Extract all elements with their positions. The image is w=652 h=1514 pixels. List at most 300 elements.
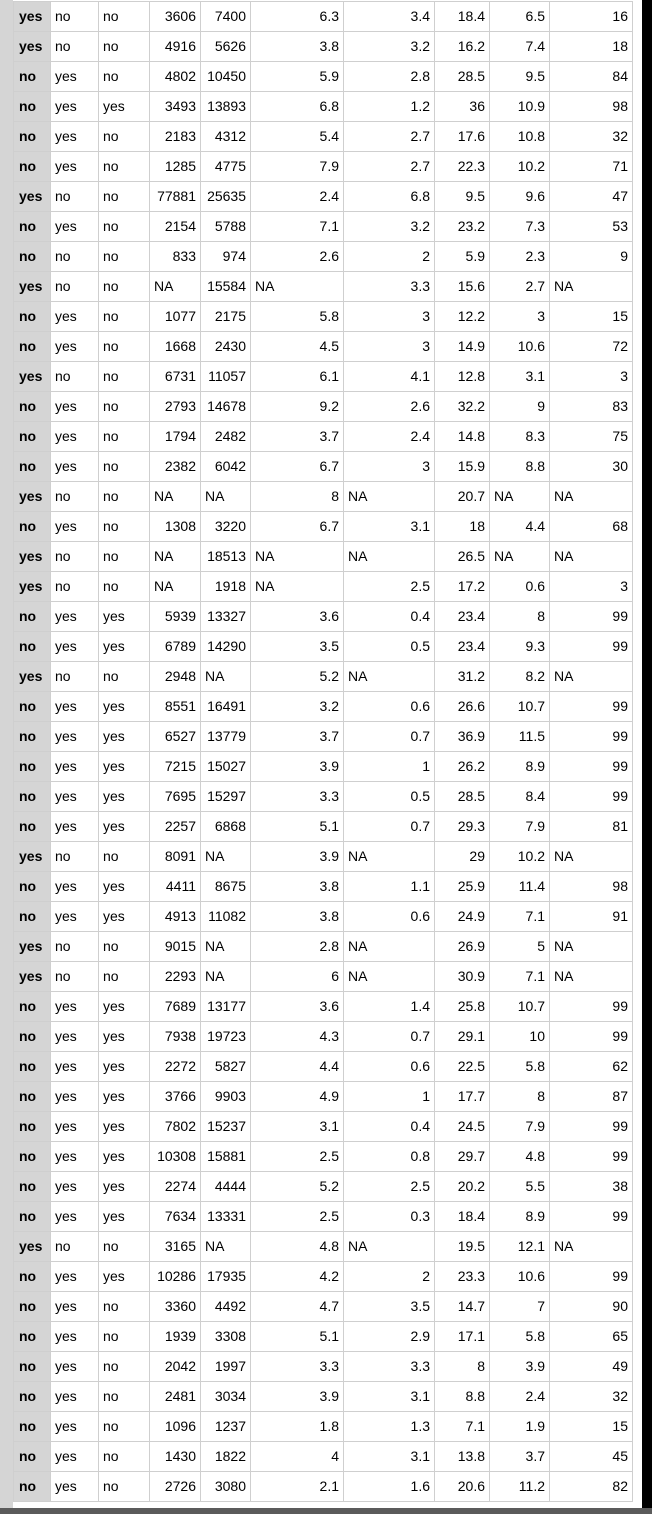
table-cell[interactable]: no xyxy=(99,1322,150,1352)
table-cell[interactable]: 974 xyxy=(201,242,251,272)
status-cell[interactable]: no xyxy=(14,692,51,722)
table-cell[interactable]: 99 xyxy=(550,1142,633,1172)
table-cell[interactable]: 90 xyxy=(550,1292,633,1322)
status-cell[interactable]: no xyxy=(14,1412,51,1442)
table-cell[interactable]: 0.5 xyxy=(344,632,435,662)
table-cell[interactable]: 7.1 xyxy=(435,1412,490,1442)
table-cell[interactable]: 3 xyxy=(490,302,550,332)
table-cell[interactable]: no xyxy=(51,32,99,62)
table-cell[interactable]: yes xyxy=(51,1382,99,1412)
table-cell[interactable]: 65 xyxy=(550,1322,633,1352)
table-cell[interactable]: 3.2 xyxy=(344,212,435,242)
table-cell[interactable]: no xyxy=(51,932,99,962)
table-cell[interactable]: NA xyxy=(490,482,550,512)
table-cell[interactable]: yes xyxy=(51,1412,99,1442)
table-cell[interactable]: 3.3 xyxy=(251,1352,344,1382)
table-cell[interactable]: 3 xyxy=(344,452,435,482)
table-cell[interactable]: 8.9 xyxy=(490,1202,550,1232)
table-cell[interactable]: no xyxy=(51,242,99,272)
table-cell[interactable]: 1.1 xyxy=(344,872,435,902)
table-cell[interactable]: no xyxy=(51,962,99,992)
table-cell[interactable]: 62 xyxy=(550,1052,633,1082)
table-cell[interactable]: 82 xyxy=(550,1472,633,1502)
table-cell[interactable]: 6.5 xyxy=(490,2,550,32)
table-cell[interactable]: 4913 xyxy=(150,902,201,932)
table-cell[interactable]: yes xyxy=(51,122,99,152)
table-cell[interactable]: 30 xyxy=(550,452,633,482)
table-cell[interactable]: 7802 xyxy=(150,1112,201,1142)
table-cell[interactable]: 2.4 xyxy=(490,1382,550,1412)
table-cell[interactable]: no xyxy=(99,452,150,482)
status-cell[interactable]: no xyxy=(14,1022,51,1052)
table-cell[interactable]: yes xyxy=(51,512,99,542)
table-cell[interactable]: yes xyxy=(99,1052,150,1082)
table-cell[interactable]: 7.4 xyxy=(490,32,550,62)
table-cell[interactable]: 14.7 xyxy=(435,1292,490,1322)
table-cell[interactable]: 2.8 xyxy=(251,932,344,962)
table-cell[interactable]: 3.8 xyxy=(251,872,344,902)
table-cell[interactable]: 2482 xyxy=(201,422,251,452)
table-cell[interactable]: 0.4 xyxy=(344,602,435,632)
table-cell[interactable]: 0.6 xyxy=(344,902,435,932)
table-cell[interactable]: no xyxy=(99,422,150,452)
table-cell[interactable]: 8091 xyxy=(150,842,201,872)
table-cell[interactable]: 10.2 xyxy=(490,152,550,182)
table-cell[interactable]: 20.7 xyxy=(435,482,490,512)
table-cell[interactable]: 6.1 xyxy=(251,362,344,392)
table-cell[interactable]: 3.5 xyxy=(251,632,344,662)
table-cell[interactable]: 13.8 xyxy=(435,1442,490,1472)
table-cell[interactable]: NA xyxy=(550,662,633,692)
table-cell[interactable]: 17.1 xyxy=(435,1322,490,1352)
table-cell[interactable]: no xyxy=(51,272,99,302)
table-cell[interactable]: yes xyxy=(51,1352,99,1382)
table-cell[interactable]: 12.1 xyxy=(490,1232,550,1262)
table-cell[interactable]: 3308 xyxy=(201,1322,251,1352)
table-cell[interactable]: no xyxy=(99,122,150,152)
table-cell[interactable]: no xyxy=(51,362,99,392)
table-cell[interactable]: 17.7 xyxy=(435,1082,490,1112)
table-cell[interactable]: 47 xyxy=(550,182,633,212)
table-cell[interactable]: 15027 xyxy=(201,752,251,782)
table-cell[interactable]: NA xyxy=(344,542,435,572)
table-cell[interactable]: 5.1 xyxy=(251,1322,344,1352)
table-cell[interactable]: 3.8 xyxy=(251,32,344,62)
status-cell[interactable]: no xyxy=(14,1052,51,1082)
table-cell[interactable]: 10308 xyxy=(150,1142,201,1172)
table-cell[interactable]: 1 xyxy=(344,1082,435,1112)
table-cell[interactable]: 81 xyxy=(550,812,633,842)
table-cell[interactable]: 8.2 xyxy=(490,662,550,692)
table-cell[interactable]: 9.3 xyxy=(490,632,550,662)
table-cell[interactable]: yes xyxy=(51,1442,99,1472)
table-cell[interactable]: yes xyxy=(99,692,150,722)
table-cell[interactable]: no xyxy=(51,182,99,212)
table-cell[interactable]: 10.6 xyxy=(490,1262,550,1292)
table-cell[interactable]: 3165 xyxy=(150,1232,201,1262)
table-cell[interactable]: yes xyxy=(99,92,150,122)
table-cell[interactable]: 15.6 xyxy=(435,272,490,302)
table-cell[interactable]: NA xyxy=(150,272,201,302)
table-cell[interactable]: 11.2 xyxy=(490,1472,550,1502)
table-cell[interactable]: yes xyxy=(51,92,99,122)
table-cell[interactable]: yes xyxy=(51,1082,99,1112)
table-cell[interactable]: 2175 xyxy=(201,302,251,332)
table-cell[interactable]: no xyxy=(99,1232,150,1262)
table-cell[interactable]: 91 xyxy=(550,902,633,932)
table-cell[interactable]: 2.5 xyxy=(344,572,435,602)
table-cell[interactable]: yes xyxy=(51,692,99,722)
table-cell[interactable]: NA xyxy=(344,662,435,692)
status-cell[interactable]: no xyxy=(14,1472,51,1502)
table-cell[interactable]: 6.3 xyxy=(251,2,344,32)
table-cell[interactable]: 9.5 xyxy=(490,62,550,92)
table-cell[interactable]: 13893 xyxy=(201,92,251,122)
table-cell[interactable]: 99 xyxy=(550,632,633,662)
table-cell[interactable]: NA xyxy=(550,542,633,572)
table-cell[interactable]: yes xyxy=(99,602,150,632)
table-cell[interactable]: yes xyxy=(51,1202,99,1232)
table-cell[interactable]: yes xyxy=(51,902,99,932)
table-cell[interactable]: NA xyxy=(550,272,633,302)
table-cell[interactable]: 38 xyxy=(550,1172,633,1202)
table-cell[interactable]: 7634 xyxy=(150,1202,201,1232)
table-cell[interactable]: 0.8 xyxy=(344,1142,435,1172)
table-cell[interactable]: 1077 xyxy=(150,302,201,332)
status-cell[interactable]: no xyxy=(14,752,51,782)
table-cell[interactable]: 0.7 xyxy=(344,1022,435,1052)
table-cell[interactable]: no xyxy=(99,1292,150,1322)
table-cell[interactable]: 4 xyxy=(251,1442,344,1472)
status-cell[interactable]: yes xyxy=(14,572,51,602)
table-cell[interactable]: NA xyxy=(201,842,251,872)
table-cell[interactable]: NA xyxy=(201,932,251,962)
table-cell[interactable]: 4.1 xyxy=(344,362,435,392)
status-cell[interactable]: no xyxy=(14,812,51,842)
table-cell[interactable]: 32 xyxy=(550,122,633,152)
table-cell[interactable]: yes xyxy=(51,812,99,842)
table-cell[interactable]: 4444 xyxy=(201,1172,251,1202)
table-cell[interactable]: 3.2 xyxy=(251,692,344,722)
table-cell[interactable]: yes xyxy=(51,602,99,632)
table-cell[interactable]: 26.2 xyxy=(435,752,490,782)
table-cell[interactable]: 6.8 xyxy=(344,182,435,212)
table-cell[interactable]: 3.1 xyxy=(344,1442,435,1472)
table-cell[interactable]: 11.4 xyxy=(490,872,550,902)
table-cell[interactable]: yes xyxy=(99,1142,150,1172)
table-cell[interactable]: no xyxy=(99,152,150,182)
table-cell[interactable]: 1939 xyxy=(150,1322,201,1352)
status-cell[interactable]: yes xyxy=(14,2,51,32)
table-cell[interactable]: yes xyxy=(99,992,150,1022)
table-cell[interactable]: 1237 xyxy=(201,1412,251,1442)
table-cell[interactable]: 2.7 xyxy=(344,152,435,182)
table-cell[interactable]: 5.8 xyxy=(251,302,344,332)
table-cell[interactable]: 2274 xyxy=(150,1172,201,1202)
table-cell[interactable]: NA xyxy=(251,272,344,302)
status-cell[interactable]: yes xyxy=(14,272,51,302)
table-cell[interactable]: 15297 xyxy=(201,782,251,812)
table-cell[interactable]: yes xyxy=(51,452,99,482)
table-cell[interactable]: yes xyxy=(51,152,99,182)
table-cell[interactable]: 15.9 xyxy=(435,452,490,482)
table-cell[interactable]: yes xyxy=(99,782,150,812)
table-cell[interactable]: 9.5 xyxy=(435,182,490,212)
table-cell[interactable]: 12.8 xyxy=(435,362,490,392)
table-cell[interactable]: NA xyxy=(201,1232,251,1262)
table-cell[interactable]: 7.1 xyxy=(251,212,344,242)
table-cell[interactable]: 4.8 xyxy=(251,1232,344,1262)
table-cell[interactable]: 4802 xyxy=(150,62,201,92)
table-cell[interactable]: 2042 xyxy=(150,1352,201,1382)
table-cell[interactable]: 3.3 xyxy=(251,782,344,812)
table-cell[interactable]: 25635 xyxy=(201,182,251,212)
table-cell[interactable]: 0.7 xyxy=(344,722,435,752)
table-cell[interactable]: 24.9 xyxy=(435,902,490,932)
table-cell[interactable]: no xyxy=(99,272,150,302)
table-cell[interactable]: no xyxy=(99,512,150,542)
table-cell[interactable]: yes xyxy=(51,722,99,752)
table-cell[interactable]: 29.7 xyxy=(435,1142,490,1172)
table-cell[interactable]: 2183 xyxy=(150,122,201,152)
table-cell[interactable]: no xyxy=(99,212,150,242)
table-cell[interactable]: yes xyxy=(99,1112,150,1142)
table-cell[interactable]: yes xyxy=(51,1142,99,1172)
table-cell[interactable]: 22.3 xyxy=(435,152,490,182)
table-cell[interactable]: yes xyxy=(51,1172,99,1202)
table-cell[interactable]: 2481 xyxy=(150,1382,201,1412)
status-cell[interactable]: no xyxy=(14,872,51,902)
status-cell[interactable]: yes xyxy=(14,1232,51,1262)
table-cell[interactable]: yes xyxy=(51,632,99,662)
table-cell[interactable]: 10.2 xyxy=(490,842,550,872)
table-cell[interactable]: 99 xyxy=(550,1202,633,1232)
table-cell[interactable]: yes xyxy=(51,1022,99,1052)
table-cell[interactable]: no xyxy=(99,572,150,602)
table-cell[interactable]: 98 xyxy=(550,872,633,902)
table-cell[interactable]: 4775 xyxy=(201,152,251,182)
table-cell[interactable]: 1794 xyxy=(150,422,201,452)
table-cell[interactable]: 3.4 xyxy=(344,2,435,32)
table-cell[interactable]: 71 xyxy=(550,152,633,182)
table-cell[interactable]: 3.9 xyxy=(251,1382,344,1412)
table-cell[interactable]: 8.8 xyxy=(490,452,550,482)
table-cell[interactable]: 99 xyxy=(550,1022,633,1052)
table-cell[interactable]: 53 xyxy=(550,212,633,242)
table-cell[interactable]: 6 xyxy=(251,962,344,992)
table-cell[interactable]: 3.3 xyxy=(344,272,435,302)
table-cell[interactable]: 10.9 xyxy=(490,92,550,122)
table-cell[interactable]: 3.9 xyxy=(251,842,344,872)
table-cell[interactable]: 24.5 xyxy=(435,1112,490,1142)
table-cell[interactable]: yes xyxy=(99,722,150,752)
table-cell[interactable]: 5827 xyxy=(201,1052,251,1082)
table-cell[interactable]: yes xyxy=(51,1262,99,1292)
table-cell[interactable]: 4.5 xyxy=(251,332,344,362)
table-cell[interactable]: 99 xyxy=(550,722,633,752)
table-cell[interactable]: 5.2 xyxy=(251,1172,344,1202)
table-cell[interactable]: 4.9 xyxy=(251,1082,344,1112)
status-cell[interactable]: no xyxy=(14,602,51,632)
table-cell[interactable]: 3.7 xyxy=(251,422,344,452)
table-cell[interactable]: 3.2 xyxy=(344,32,435,62)
table-cell[interactable]: 26.6 xyxy=(435,692,490,722)
table-cell[interactable]: 5939 xyxy=(150,602,201,632)
table-cell[interactable]: yes xyxy=(99,902,150,932)
table-cell[interactable]: 1 xyxy=(344,752,435,782)
table-cell[interactable]: NA xyxy=(344,842,435,872)
table-cell[interactable]: 3.1 xyxy=(344,1382,435,1412)
status-cell[interactable]: no xyxy=(14,152,51,182)
table-cell[interactable]: 5.9 xyxy=(251,62,344,92)
table-cell[interactable]: 3.1 xyxy=(251,1112,344,1142)
table-cell[interactable]: 6.7 xyxy=(251,452,344,482)
table-cell[interactable]: 10 xyxy=(490,1022,550,1052)
table-cell[interactable]: 2.7 xyxy=(344,122,435,152)
table-cell[interactable]: 14678 xyxy=(201,392,251,422)
table-cell[interactable]: 3 xyxy=(344,302,435,332)
table-cell[interactable]: 2272 xyxy=(150,1052,201,1082)
table-cell[interactable]: 17935 xyxy=(201,1262,251,1292)
table-cell[interactable]: 77881 xyxy=(150,182,201,212)
table-cell[interactable]: 7.1 xyxy=(490,962,550,992)
status-cell[interactable]: no xyxy=(14,302,51,332)
status-cell[interactable]: no xyxy=(14,452,51,482)
table-cell[interactable]: 30.9 xyxy=(435,962,490,992)
table-cell[interactable]: 14290 xyxy=(201,632,251,662)
table-cell[interactable]: 6527 xyxy=(150,722,201,752)
table-cell[interactable]: NA xyxy=(550,482,633,512)
table-cell[interactable]: 10450 xyxy=(201,62,251,92)
table-cell[interactable]: 8.8 xyxy=(435,1382,490,1412)
table-cell[interactable]: 13177 xyxy=(201,992,251,1022)
table-cell[interactable]: 9015 xyxy=(150,932,201,962)
status-cell[interactable]: no xyxy=(14,332,51,362)
table-cell[interactable]: 0.3 xyxy=(344,1202,435,1232)
status-cell[interactable]: no xyxy=(14,1142,51,1172)
table-cell[interactable]: no xyxy=(99,932,150,962)
table-cell[interactable]: 0.6 xyxy=(490,572,550,602)
status-cell[interactable]: no xyxy=(14,212,51,242)
table-cell[interactable]: 11082 xyxy=(201,902,251,932)
table-cell[interactable]: 4411 xyxy=(150,872,201,902)
status-cell[interactable]: no xyxy=(14,1112,51,1142)
table-cell[interactable]: 2430 xyxy=(201,332,251,362)
status-cell[interactable]: no xyxy=(14,1262,51,1292)
table-cell[interactable]: 17.6 xyxy=(435,122,490,152)
table-cell[interactable]: 3.9 xyxy=(490,1352,550,1382)
table-cell[interactable]: 3220 xyxy=(201,512,251,542)
table-cell[interactable]: 10.7 xyxy=(490,992,550,1022)
table-cell[interactable]: NA xyxy=(490,542,550,572)
table-cell[interactable]: 72 xyxy=(550,332,633,362)
table-cell[interactable]: 18513 xyxy=(201,542,251,572)
table-cell[interactable]: 7.9 xyxy=(251,152,344,182)
table-cell[interactable]: no xyxy=(99,332,150,362)
table-cell[interactable]: 3 xyxy=(550,572,633,602)
table-cell[interactable]: 1.6 xyxy=(344,1472,435,1502)
table-cell[interactable]: yes xyxy=(51,62,99,92)
table-cell[interactable]: 9.6 xyxy=(490,182,550,212)
table-cell[interactable]: NA xyxy=(251,542,344,572)
table-cell[interactable]: 23.4 xyxy=(435,632,490,662)
table-cell[interactable]: 1.4 xyxy=(344,992,435,1022)
table-cell[interactable]: 7695 xyxy=(150,782,201,812)
table-cell[interactable]: 8551 xyxy=(150,692,201,722)
table-cell[interactable]: 4.2 xyxy=(251,1262,344,1292)
table-cell[interactable]: 2726 xyxy=(150,1472,201,1502)
table-cell[interactable]: 8 xyxy=(435,1352,490,1382)
table-cell[interactable]: 10286 xyxy=(150,1262,201,1292)
table-cell[interactable]: no xyxy=(99,302,150,332)
table-cell[interactable]: 2.4 xyxy=(251,182,344,212)
table-cell[interactable]: NA xyxy=(150,572,201,602)
table-cell[interactable]: 5 xyxy=(490,932,550,962)
table-cell[interactable]: no xyxy=(51,572,99,602)
table-cell[interactable]: yes xyxy=(99,1022,150,1052)
table-cell[interactable]: 0.6 xyxy=(344,1052,435,1082)
table-cell[interactable]: 23.3 xyxy=(435,1262,490,1292)
table-cell[interactable]: yes xyxy=(99,1082,150,1112)
table-cell[interactable]: 15 xyxy=(550,302,633,332)
table-cell[interactable]: 22.5 xyxy=(435,1052,490,1082)
table-cell[interactable]: 7938 xyxy=(150,1022,201,1052)
table-cell[interactable]: 1997 xyxy=(201,1352,251,1382)
table-cell[interactable]: 28.5 xyxy=(435,782,490,812)
status-cell[interactable]: yes xyxy=(14,542,51,572)
status-cell[interactable]: no xyxy=(14,242,51,272)
table-cell[interactable]: 3.8 xyxy=(251,902,344,932)
table-cell[interactable]: no xyxy=(99,1352,150,1382)
table-cell[interactable]: 7.3 xyxy=(490,212,550,242)
table-cell[interactable]: 18 xyxy=(435,512,490,542)
table-cell[interactable]: no xyxy=(99,842,150,872)
table-cell[interactable]: 32.2 xyxy=(435,392,490,422)
table-cell[interactable]: 10.6 xyxy=(490,332,550,362)
table-cell[interactable]: 1.8 xyxy=(251,1412,344,1442)
table-cell[interactable]: yes xyxy=(51,752,99,782)
table-cell[interactable]: 3766 xyxy=(150,1082,201,1112)
table-cell[interactable]: yes xyxy=(51,1472,99,1502)
table-cell[interactable]: 5.5 xyxy=(490,1172,550,1202)
table-cell[interactable]: 13331 xyxy=(201,1202,251,1232)
table-cell[interactable]: no xyxy=(99,542,150,572)
table-cell[interactable]: 14.8 xyxy=(435,422,490,452)
table-cell[interactable]: 49 xyxy=(550,1352,633,1382)
table-cell[interactable]: 3.6 xyxy=(251,602,344,632)
table-cell[interactable]: 5.4 xyxy=(251,122,344,152)
status-cell[interactable]: yes xyxy=(14,842,51,872)
table-cell[interactable]: NA xyxy=(550,1232,633,1262)
table-cell[interactable]: 0.4 xyxy=(344,1112,435,1142)
table-cell[interactable]: 32 xyxy=(550,1382,633,1412)
table-cell[interactable]: 10.8 xyxy=(490,122,550,152)
table-cell[interactable]: 2.6 xyxy=(251,242,344,272)
table-cell[interactable]: 25.9 xyxy=(435,872,490,902)
table-cell[interactable]: 11.5 xyxy=(490,722,550,752)
table-cell[interactable]: 8 xyxy=(490,1082,550,1112)
table-cell[interactable]: 7 xyxy=(490,1292,550,1322)
status-cell[interactable]: no xyxy=(14,62,51,92)
table-cell[interactable]: no xyxy=(99,1442,150,1472)
table-cell[interactable]: 16 xyxy=(550,2,633,32)
table-cell[interactable]: 11057 xyxy=(201,362,251,392)
table-cell[interactable]: yes xyxy=(99,752,150,782)
table-cell[interactable]: yes xyxy=(51,302,99,332)
table-cell[interactable]: 68 xyxy=(550,512,633,542)
table-cell[interactable]: 5.1 xyxy=(251,812,344,842)
table-cell[interactable]: yes xyxy=(51,1292,99,1322)
